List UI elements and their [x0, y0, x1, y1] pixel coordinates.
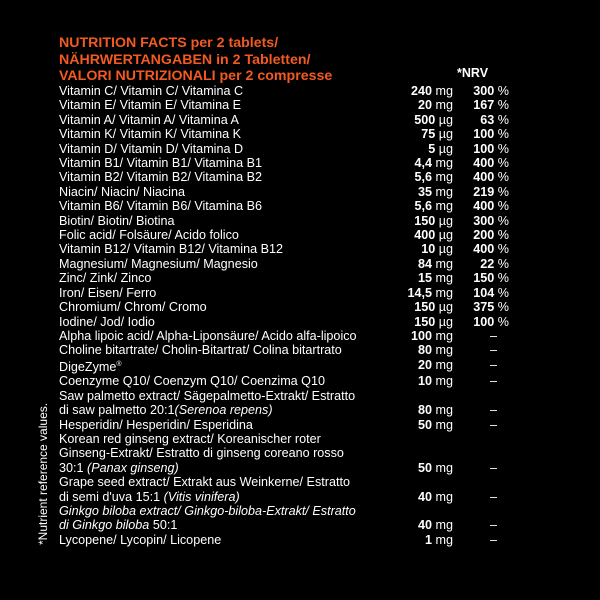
nutrient-name — [59, 358, 379, 375]
amount-value: 150 — [414, 213, 436, 228]
amount-unit: mg — [432, 460, 453, 475]
nutrient-name — [59, 98, 379, 112]
table-row — [59, 461, 509, 475]
nutrient-name — [59, 286, 379, 300]
table-row — [59, 228, 509, 242]
nrv-unit: % — [494, 228, 509, 243]
amount — [379, 358, 453, 372]
nrv-percent — [453, 286, 509, 300]
nutrient-name — [59, 84, 379, 98]
nrv-percent — [453, 418, 509, 432]
nutrient-name — [59, 199, 379, 213]
table-row — [59, 242, 509, 256]
amount-unit: mg — [432, 417, 453, 432]
amount-unit: µg — [435, 141, 453, 156]
table-row — [59, 257, 509, 271]
nutrient-name — [59, 127, 379, 141]
nrv-value: 104 — [473, 285, 495, 300]
nrv-percent — [453, 170, 509, 184]
nrv-percent — [453, 315, 509, 329]
table-row — [59, 374, 509, 388]
nutrition-facts-heading — [59, 35, 332, 85]
nrv-value: – — [489, 532, 497, 547]
amount — [379, 257, 453, 271]
nutrient-name — [59, 533, 379, 547]
nutrient-name — [59, 343, 379, 357]
amount-value: 80 — [417, 403, 432, 418]
nutrient-name — [59, 170, 379, 184]
amount-unit: µg — [435, 242, 453, 257]
nutrient-name-text: Korean red ginseng extract/ Koreanischer roter — [59, 431, 321, 446]
nrv-value: 150 — [473, 271, 495, 286]
amount-value: 5,6 — [414, 199, 432, 214]
nrv-percent — [453, 242, 509, 256]
nrv-value: 400 — [473, 156, 495, 171]
amount-value: 80 — [417, 343, 432, 358]
nrv-unit: % — [494, 285, 509, 300]
table-row — [59, 518, 509, 532]
amount-unit: mg — [432, 357, 453, 372]
nrv-unit: % — [494, 112, 509, 127]
table-row — [59, 475, 509, 489]
nrv-value: 375 — [473, 300, 495, 315]
nrv-percent — [453, 84, 509, 98]
latin-name: (Vitis vinifera) — [163, 489, 240, 504]
nrv-unit: % — [494, 170, 509, 185]
amount-value: 4,4 — [414, 156, 432, 171]
table-row — [59, 300, 509, 314]
amount-value: 75 — [421, 127, 436, 142]
amount — [379, 228, 453, 242]
nrv-unit: % — [494, 314, 509, 329]
nrv-unit: % — [494, 127, 509, 142]
latin-name: (Panax ginseng) — [87, 460, 179, 475]
latin-name: (Serenoa repens) — [174, 403, 273, 418]
nrv-percent — [453, 490, 509, 504]
nutrient-name — [59, 389, 379, 403]
amount-unit: mg — [432, 518, 453, 533]
amount-unit: mg — [432, 343, 453, 358]
table-row — [59, 533, 509, 547]
amount — [379, 271, 453, 285]
nrv-value: – — [489, 460, 497, 475]
nutrient-name-text: DigeZyme — [59, 359, 117, 374]
amount — [379, 343, 453, 357]
nutrient-name-text: Hesperidin/ Hesperidin/ Esperidina — [59, 417, 253, 432]
table-row — [59, 418, 509, 432]
nrv-value: – — [489, 417, 497, 432]
nrv-value: 219 — [473, 184, 495, 199]
amount — [379, 315, 453, 329]
nutrient-name — [59, 490, 379, 504]
amount-value: 84 — [417, 256, 432, 271]
heading-line-de: NÄHRWERTANGABEN in 2 Tabletten/ — [59, 51, 311, 68]
amount-unit: mg — [432, 374, 453, 389]
nutrient-name-text: Magnesium/ Magnesium/ Magnesio — [59, 256, 258, 271]
nrv-value: 100 — [473, 141, 495, 156]
amount-value: 10 — [421, 242, 436, 257]
nutrient-name — [59, 228, 379, 242]
nrv-percent — [453, 257, 509, 271]
nutrient-name — [59, 142, 379, 156]
amount — [379, 142, 453, 156]
nutrient-name — [59, 504, 379, 518]
amount — [379, 185, 453, 199]
table-row — [59, 170, 509, 184]
nutrient-name-text: di saw palmetto 20:1 — [59, 403, 175, 418]
nrv-unit: % — [494, 213, 509, 228]
heading-line-it: VALORI NUTRIZIONALI per 2 compresse — [59, 68, 333, 84]
amount-unit: mg — [432, 199, 453, 214]
nrv-value: – — [489, 374, 497, 389]
amount — [379, 374, 453, 388]
table-row — [59, 113, 509, 127]
amount — [379, 286, 453, 300]
amount-unit: mg — [432, 184, 453, 199]
nutrient-name-text: Choline bitartrate/ Cholin-Bitartrat/ Colina bitartrato — [59, 343, 342, 358]
nutrient-name-text: Ginseng-Extrakt/ Estratto di ginseng coreano rosso — [59, 446, 344, 461]
amount-value: 10 — [417, 374, 432, 389]
amount-value: 500 — [414, 112, 436, 127]
amount-unit: mg — [432, 256, 453, 271]
nutrient-name — [59, 113, 379, 127]
table-row — [59, 127, 509, 141]
nrv-unit: % — [494, 156, 509, 171]
amount-value: 5,6 — [414, 170, 432, 185]
nutrient-name-text: Niacin/ Niacin/ Niacina — [59, 184, 185, 199]
heading-line-en: NUTRITION FACTS per 2 tablets/ — [59, 35, 279, 51]
amount-unit: mg — [432, 98, 453, 113]
table-row — [59, 214, 509, 228]
nrv-value: – — [489, 518, 497, 533]
nutrient-name — [59, 461, 379, 475]
nrv-value: 400 — [473, 242, 495, 257]
nrv-percent — [453, 199, 509, 213]
nrv-value: 300 — [473, 84, 495, 98]
amount-value: 50 — [417, 417, 432, 432]
nutrition-table — [59, 84, 509, 547]
amount — [379, 170, 453, 184]
amount — [379, 418, 453, 432]
nutrient-name-text: Grape seed extract/ Extrakt aus Weinkerne/ Estratto — [59, 475, 350, 490]
amount-value: 5 — [428, 141, 436, 156]
table-row — [59, 286, 509, 300]
amount-unit: µg — [435, 314, 453, 329]
nrv-percent — [453, 185, 509, 199]
amount-value: 150 — [414, 300, 436, 315]
nutrient-name — [59, 257, 379, 271]
amount — [379, 113, 453, 127]
nutrient-name-text: Vitamin B6/ Vitamin B6/ Vitamina B6 — [59, 199, 263, 214]
nrv-percent — [453, 343, 509, 357]
nrv-percent — [453, 329, 509, 343]
nrv-unit: % — [494, 300, 509, 315]
table-row — [59, 142, 509, 156]
nutrient-name — [59, 214, 379, 228]
table-row — [59, 504, 509, 518]
nutrient-name — [59, 403, 379, 417]
amount-value: 100 — [410, 328, 432, 343]
table-row — [59, 446, 509, 460]
nrv-value: – — [489, 403, 497, 418]
amount-unit: µg — [435, 127, 453, 142]
nrv-percent — [453, 127, 509, 141]
amount-value: 14,5 — [407, 285, 432, 300]
nrv-value: – — [489, 328, 497, 343]
nrv-value: – — [489, 357, 497, 372]
amount-unit: mg — [432, 170, 453, 185]
amount-unit: mg — [432, 403, 453, 418]
table-row — [59, 271, 509, 285]
nrv-percent — [453, 98, 509, 112]
nutrient-name — [59, 418, 379, 432]
amount-unit: mg — [432, 489, 453, 504]
latin-name: Ginkgo biloba extract/ Ginkgo-biloba-Extrakt/ Estratto — [59, 503, 356, 518]
amount-value: 20 — [417, 98, 432, 113]
amount-unit: mg — [432, 156, 453, 171]
amount-value: 1 — [424, 532, 432, 547]
table-row — [59, 199, 509, 213]
nutrient-name-text: Lycopene/ Lycopin/ Licopene — [59, 532, 222, 547]
nutrient-name-text: Vitamin D/ Vitamin D/ Vitamina D — [59, 141, 244, 156]
amount-unit: µg — [435, 300, 453, 315]
amount — [379, 214, 453, 228]
amount-value: 35 — [417, 184, 432, 199]
nutrient-name — [59, 475, 379, 489]
nutrient-name-text: Vitamin B2/ Vitamin B2/ Vitamina B2 — [59, 170, 263, 185]
nrv-percent — [453, 358, 509, 372]
nrv-percent — [453, 518, 509, 532]
nrv-unit: % — [494, 184, 509, 199]
nutrient-name-text: Alpha lipoic acid/ Alpha-Liponsäure/ Acido alfa-lipoico — [59, 328, 357, 343]
nutrient-name — [59, 242, 379, 256]
table-row — [59, 432, 509, 446]
nrv-percent — [453, 461, 509, 475]
nutrient-name-text: Iron/ Eisen/ Ferro — [59, 285, 157, 300]
nutrient-name-text: Vitamin C/ Vitamin C/ Vitamina C — [59, 84, 244, 98]
nrv-unit: % — [494, 256, 509, 271]
nutrient-name — [59, 185, 379, 199]
nrv-percent — [453, 300, 509, 314]
nutrient-name — [59, 300, 379, 314]
nutrient-name-text: Vitamin B1/ Vitamin B1/ Vitamina B1 — [59, 156, 263, 171]
nutrient-name-text: Coenzyme Q10/ Coenzym Q10/ Coenzima Q10 — [59, 374, 325, 389]
nutrient-name-text: Vitamin E/ Vitamin E/ Vitamina E — [59, 98, 241, 113]
amount-unit: µg — [435, 228, 453, 243]
nrv-value: 100 — [473, 127, 495, 142]
table-row — [59, 329, 509, 343]
nutrient-name-text: di semi d'uva 15:1 — [59, 489, 164, 504]
nutrient-name — [59, 432, 379, 446]
nrv-unit: % — [494, 199, 509, 214]
nrv-value: – — [489, 343, 497, 358]
nutrient-name-text: Chromium/ Chrom/ Cromo — [59, 300, 207, 315]
amount — [379, 199, 453, 213]
table-row — [59, 84, 509, 98]
latin-name: di Ginkgo biloba — [59, 518, 150, 533]
nutrient-name-text: Biotin/ Biotin/ Biotina — [59, 213, 175, 228]
footnote-nrv: *Nutrient reference values. — [36, 402, 50, 545]
table-row — [59, 389, 509, 403]
nutrient-name-text: Vitamin A/ Vitamin A/ Vitamina A — [59, 112, 239, 127]
nutrient-name — [59, 329, 379, 343]
amount — [379, 242, 453, 256]
table-row — [59, 358, 509, 375]
amount-unit: mg — [432, 328, 453, 343]
amount — [379, 84, 453, 98]
amount-value: 50 — [417, 460, 432, 475]
nutrient-name-text: Iodine/ Jod/ Iodio — [59, 314, 155, 329]
table-row — [59, 156, 509, 170]
amount — [379, 300, 453, 314]
amount-value: 40 — [417, 489, 432, 504]
table-row — [59, 403, 509, 417]
ratio-text: 50:1 — [149, 518, 178, 533]
nrv-unit: % — [494, 84, 509, 98]
amount — [379, 329, 453, 343]
nrv-percent — [453, 113, 509, 127]
nrv-percent — [453, 533, 509, 547]
nutrient-name-text: Vitamin K/ Vitamin K/ Vitamina K — [59, 127, 241, 142]
table-row — [59, 315, 509, 329]
amount — [379, 518, 453, 532]
table-row — [59, 185, 509, 199]
amount-value: 20 — [417, 357, 432, 372]
nrv-value: 22 — [480, 256, 495, 271]
nrv-percent — [453, 214, 509, 228]
nutrient-name — [59, 446, 379, 460]
amount — [379, 98, 453, 112]
nrv-unit: % — [494, 242, 509, 257]
registered-mark: ® — [116, 360, 122, 368]
nrv-percent — [453, 403, 509, 417]
amount-unit: mg — [432, 285, 453, 300]
nutrient-name — [59, 156, 379, 170]
nrv-unit: % — [494, 98, 509, 113]
amount-unit: µg — [435, 213, 453, 228]
nrv-unit: % — [494, 141, 509, 156]
nrv-value: 200 — [473, 228, 495, 243]
nrv-value: 100 — [473, 314, 495, 329]
amount-unit: µg — [435, 112, 453, 127]
nutrient-name-text: Folic acid/ Folsäure/ Acido folico — [59, 228, 239, 243]
nutrient-name — [59, 374, 379, 388]
nutrient-name-text: Saw palmetto extract/ Sägepalmetto-Extrakt/ Estratto — [59, 388, 356, 403]
nutrient-name-text: Vitamin B12/ Vitamin B12/ Vitamina B12 — [59, 242, 284, 257]
nrv-percent — [453, 374, 509, 388]
nrv-value: 167 — [473, 98, 495, 113]
nutrient-name — [59, 518, 379, 532]
nutrient-name — [59, 271, 379, 285]
amount-value: 150 — [414, 314, 436, 329]
nrv-unit: % — [494, 271, 509, 286]
amount-value: 240 — [410, 84, 432, 98]
nutrient-name — [59, 315, 379, 329]
amount — [379, 156, 453, 170]
amount-unit: mg — [432, 271, 453, 286]
amount — [379, 461, 453, 475]
amount-unit: mg — [432, 532, 453, 547]
nrv-value: 400 — [473, 199, 495, 214]
nrv-value: 300 — [473, 213, 495, 228]
amount — [379, 490, 453, 504]
amount — [379, 127, 453, 141]
amount — [379, 403, 453, 417]
nrv-column-header: *NRV — [457, 66, 489, 80]
table-row — [59, 490, 509, 504]
amount-value: 15 — [417, 271, 432, 286]
nutrient-name-text: Zinc/ Zink/ Zinco — [59, 271, 152, 286]
nrv-percent — [453, 271, 509, 285]
table-row — [59, 98, 509, 112]
nrv-value: 63 — [480, 112, 495, 127]
nrv-percent — [453, 156, 509, 170]
nrv-percent — [453, 228, 509, 242]
table-row — [59, 343, 509, 357]
amount-unit: mg — [432, 84, 453, 98]
amount-value: 400 — [414, 228, 436, 243]
amount — [379, 533, 453, 547]
nrv-value: 400 — [473, 170, 495, 185]
nutrient-name-text: 30:1 — [59, 460, 88, 475]
nrv-percent — [453, 142, 509, 156]
nrv-value: – — [489, 489, 497, 504]
amount-value: 40 — [417, 518, 432, 533]
